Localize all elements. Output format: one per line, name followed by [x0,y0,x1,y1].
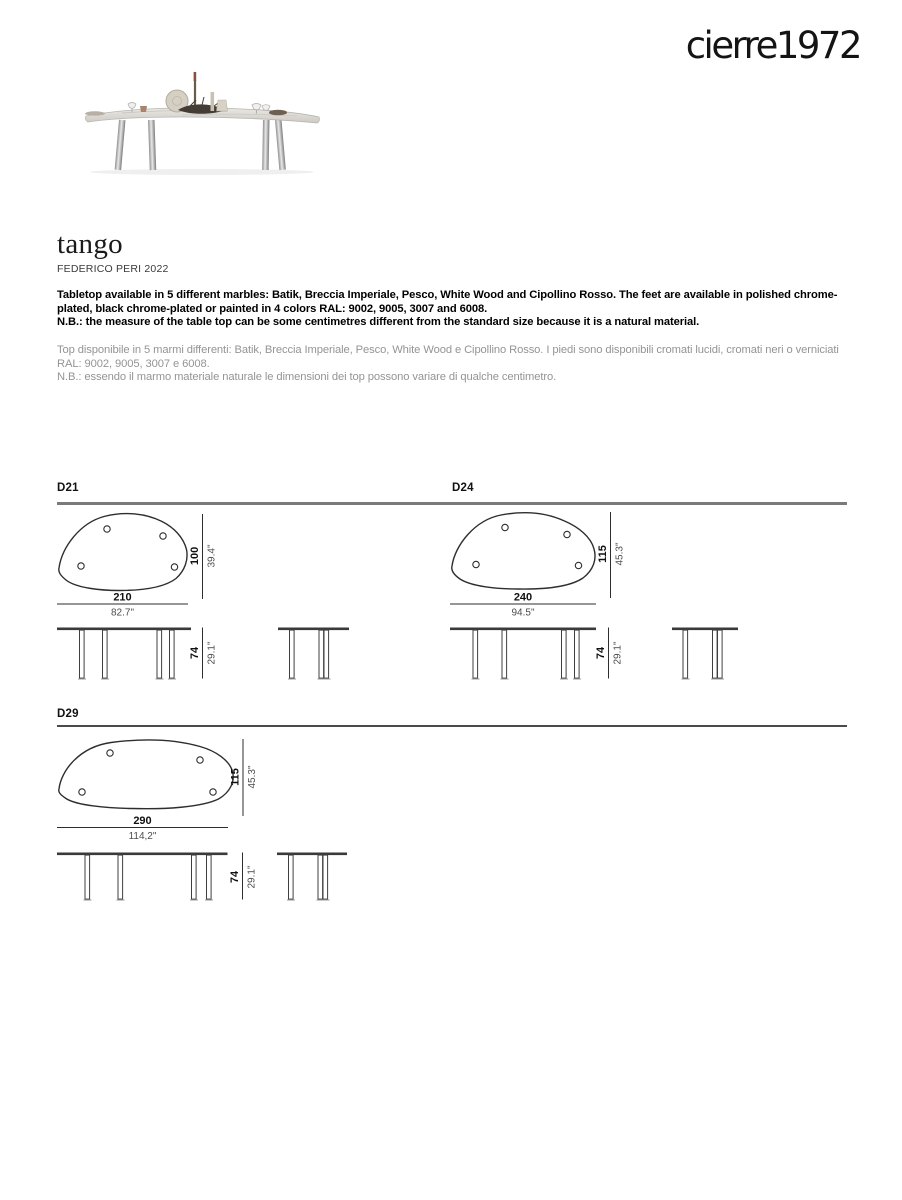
description-it-line: RAL: 9002, 9005, 3007 e 6008. [57,357,210,370]
d29-height-cm: 74 [229,870,241,884]
d24-width-in: 94.5" [511,607,535,619]
d21-height-in: 29.1" [206,641,218,665]
d29-top-view-outline [59,740,233,809]
description-en-line: plated, black chrome-plated or painted in 4 colors RAL: 9002, 9005, 3007 and 6008. [57,302,488,315]
d24-width-cm: 240 [513,591,533,604]
d29-height-in: 29.1" [246,865,258,889]
description-it-line: Top disponibile in 5 marmi differenti: Batik, Breccia Imperiale, Pesco, White Wood e Cipollino Rosso. I piedi sono disponibili cromati lucidi, cromati neri o verniciati [57,344,839,356]
d24-depth-in: 45.3" [614,542,626,566]
description-english [57,289,849,330]
d29-depth-in: 45.3" [247,765,258,789]
d29-side-elevation [277,853,347,901]
designer-credit: FEDERICO PERI 2022 [57,263,169,275]
d21-height-cm: 74 [189,646,201,660]
model-heading-d29: D29 [57,708,79,720]
description-it-line: N.B.: essendo il marmo materiale naturale le dimensioni dei top possono variare di qualche centimetro. [57,371,557,384]
d24-side-elevation [672,628,738,680]
d21-front-elevation [57,628,191,680]
d24-technical-drawing [450,510,750,688]
d21-width-cm: 210 [113,591,132,604]
d29-depth-cm: 115 [229,768,242,786]
d24-depth-cm: 115 [597,545,609,563]
d29-technical-drawing [57,737,407,907]
d24-front-elevation [450,628,596,680]
d24-height-in: 29.1" [612,641,624,665]
d29-width-cm: 290 [133,815,152,827]
table-legs [115,120,286,170]
section-divider-bottom [57,725,847,727]
d21-width-in: 82.7" [110,607,135,619]
product-photo [62,60,342,178]
d24-height-cm: 74 [595,646,607,660]
description-italian [57,344,849,385]
d21-depth-in: 39.4" [206,544,218,568]
d21-side-elevation [278,628,349,680]
section-divider-top [57,502,847,505]
d21-top-view-outline [59,514,187,591]
d29-leg-holes [79,750,216,795]
d21-depth-cm: 100 [189,546,201,566]
d29-front-elevation [57,853,228,901]
description-en-line: Tabletop available in 5 different marbles: Batik, Breccia Imperiale, Pesco, White Wood and Cipollino Rosso. The feet are available in polished chrome- [57,289,838,301]
model-heading-d21: D21 [57,482,79,494]
model-heading-d24: D24 [452,482,474,494]
description-en-line: N.B.: the measure of the table top can be some centimetres different from the standard size because it is a natural material. [57,316,700,329]
tableware-decor [85,72,287,116]
d21-technical-drawing [57,510,357,688]
d24-leg-holes [473,524,582,568]
brand-logo: cierre1972 [685,24,860,67]
d29-width-in: 114,2" [128,831,157,842]
d24-top-view-outline [452,513,595,589]
product-title: tango [57,228,123,260]
d21-leg-holes [78,526,178,570]
